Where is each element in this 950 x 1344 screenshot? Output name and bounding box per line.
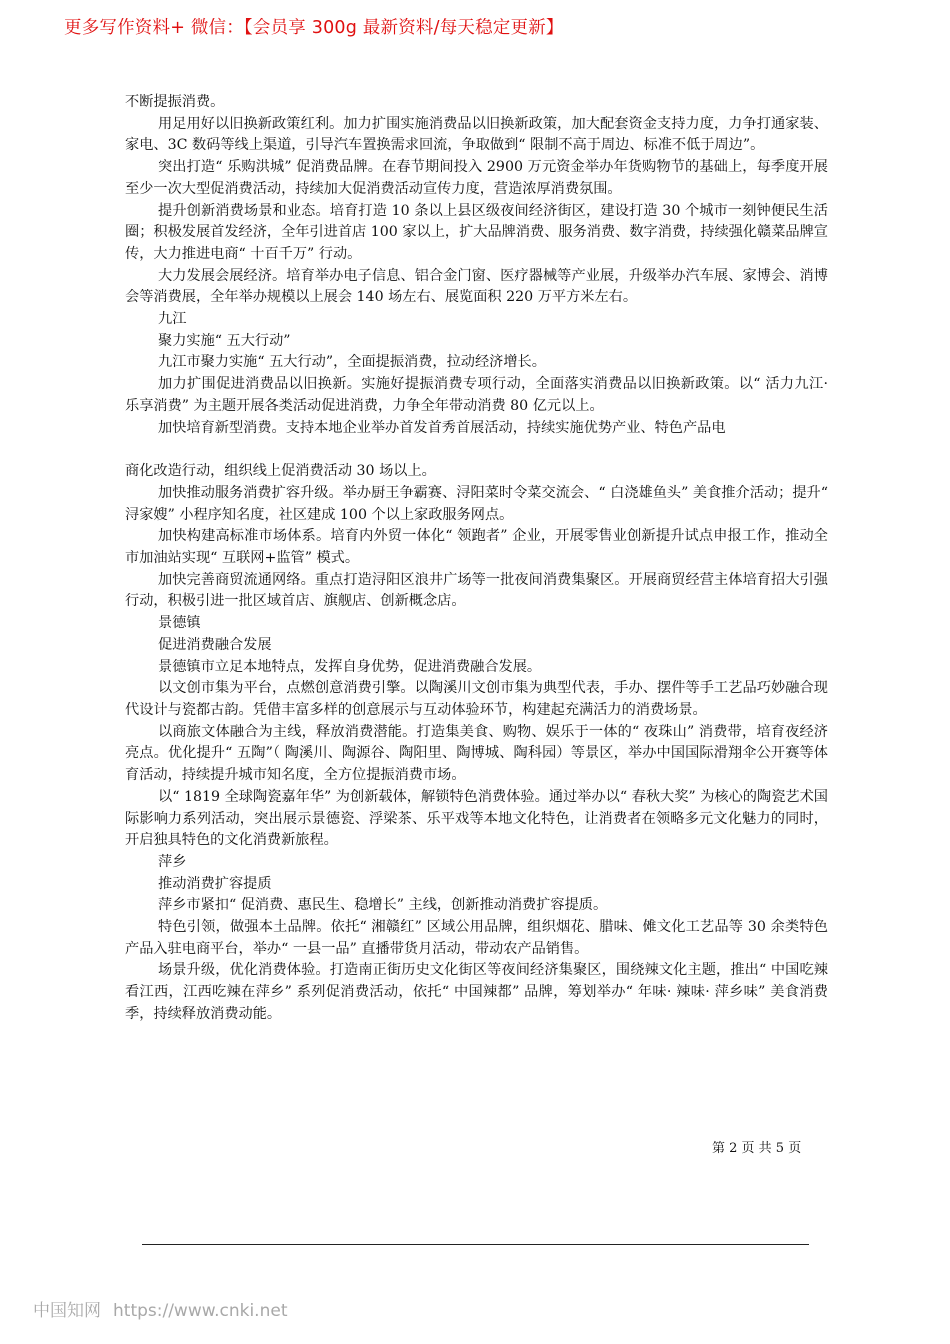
paragraph: 以“ 1819 全球陶瓷嘉年华” 为创新载体，解锁特色消费体验。通过举办以“ 春秋大奖” 为核心的陶瓷艺术国际影响力系列活动，突出展示景德瓷、浮梁茶、乐平戏等本地文化特色，让消费者在领略多元文化魅力的同时，开启独具特色的文化消费新旅程。 <box>125 788 828 849</box>
paragraph: 加快培育新型消费。支持本地企业举办首发首秀首展活动，持续实施优势产业、特色产品电 <box>158 419 726 436</box>
paragraph: 不断提振消费。 <box>125 94 225 110</box>
paragraph: 景德镇市立足本地特点，发挥自身优势，促进消费融合发展。 <box>158 658 542 675</box>
paragraph: 加快构建高标准市场体系。培育内外贸一体化“ 领跑者” 企业，开展零售业创新提升试点申报工作，推动全市加油站实现“ 互联网+监管” 模式。 <box>125 528 828 567</box>
paragraph: 加力扩围促进消费品以旧换新。实施好提振消费专项行动，全面落实消费品以旧换新政策。以“ 活力九江· 乐享消费” 为主题开展各类活动促进消费，力争全年带动消费 80 亿元以上。 <box>125 376 828 414</box>
promo-banner: 更多写作资料+ 微信：【会员享 300g 最新资料/每天稳定更新】 <box>64 18 564 38</box>
paragraph: 用足用好以旧换新政策红利。加力扩围实施消费品以旧换新政策，加大配套资金支持力度，力争打通家装、家电、3C 数码等线上渠道，引导汽车置换需求回流，争取做到“ 限制不高于周边、标准不低于周边”。 <box>125 115 828 154</box>
paragraph: 商化改造行动，组织线上促消费活动 30 场以上。 <box>125 463 436 480</box>
paragraph: 大力发展会展经济。培育举办电子信息、铝合金门窗、医疗器械等产业展，升级举办汽车展、家博会、消博会等消费展，全年举办规模以上展会 140 场左右、展览面积 220 万平方米左右。 <box>125 267 828 306</box>
watermark-site-name: 中国知网 <box>33 1301 101 1321</box>
paragraph: 景德镇 <box>158 615 201 632</box>
paragraph: 萍乡市紧扣“ 促消费、惠民生、稳增长” 主线，创新推动消费扩容提质。 <box>158 897 608 914</box>
paragraph: 以文创市集为平台，点燃创意消费引擎。以陶溪川文创市集为典型代表，手办、摆件等手工艺品巧妙融合现代设计与瓷都古韵。凭借丰富多样的创意展示与互动体验环节，构建起充满活力的消费场景。 <box>125 680 828 718</box>
document-body <box>125 92 828 1026</box>
paragraph: 突出打造“ 乐购洪城” 促消费品牌。在春节期间投入 2900 万元资金举办年货购物节的基础上，每季度开展至少一次大型促消费活动，持续加大促消费活动宣传力度，营造浓厚消费氛围。 <box>125 159 828 197</box>
paragraph: 九江 <box>158 311 187 328</box>
paragraph-gap <box>125 439 828 461</box>
paragraph: 加快完善商贸流通网络。重点打造浔阳区浪井广场等一批夜间消费集聚区。开展商贸经营主体培育招大引强行动，积极引进一批区域首店、旗舰店、创新概念店。 <box>125 571 828 610</box>
paragraph: 九江市聚力实施“ 五大行动”，全面提振消费，拉动经济增长。 <box>158 354 546 371</box>
watermark <box>33 1296 287 1321</box>
paragraph: 特色引领，做强本土品牌。依托“ 湘赣红” 区域公用品牌，组织烟花、腊味、傩文化工艺品等 30 余类特色产品入驻电商平台，举办“ 一县一品” 直播带货月活动，带动农产品销售。 <box>125 919 828 957</box>
watermark-url: https://www.cnki.net <box>113 1301 288 1321</box>
paragraph: 加快推动服务消费扩容升级。举办厨王争霸赛、浔阳菜时令菜交流会、“ 白浇雄鱼头” 美食推介活动；提升“ 浔家嫂” 小程序知名度，社区建成 100 个以上家政服务网点。 <box>125 484 828 523</box>
footer-divider <box>142 1244 809 1245</box>
paragraph: 推动消费扩容提质 <box>158 875 272 892</box>
paragraph: 促进消费融合发展 <box>158 636 272 653</box>
paragraph: 聚力实施“ 五大行动” <box>158 332 291 349</box>
paragraph: 提升创新消费场景和业态。培育打造 10 条以上县区级夜间经济街区，建设打造 30 个城市一刻钟便民生活圈；积极发展首发经济，全年引进首店 100 家以上，扩大品牌消费、服务消费、数字消费，持续强化赣菜品牌宣传，大力推进电商“ 十百千万” 行动。 <box>125 202 828 262</box>
paragraph: 场景升级，优化消费体验。打造南正街历史文化街区等夜间经济集聚区，围绕辣文化主题，推出“ 中国吃辣看江西，江西吃辣在萍乡” 系列促消费活动，依托“ 中国辣都” 品牌，筹划举办“ 年味· 辣味· 萍乡味” 美食消费季，持续释放消费动能。 <box>125 962 828 1022</box>
paragraph: 萍乡 <box>158 853 187 870</box>
page-number: 第 2 页 共 5 页 <box>712 1141 802 1156</box>
paragraph: 以商旅文体融合为主线，释放消费潜能。打造集美食、购物、娱乐于一体的“ 夜珠山” 消费带，培育夜经济亮点。优化提升“ 五陶”（ 陶溪川、陶源谷、陶阳里、陶博城、陶科园）等景区，举办中国国际滑翔伞公开赛等体育活动，持续提升城市知名度，全方位提振消费市场。 <box>125 723 828 784</box>
